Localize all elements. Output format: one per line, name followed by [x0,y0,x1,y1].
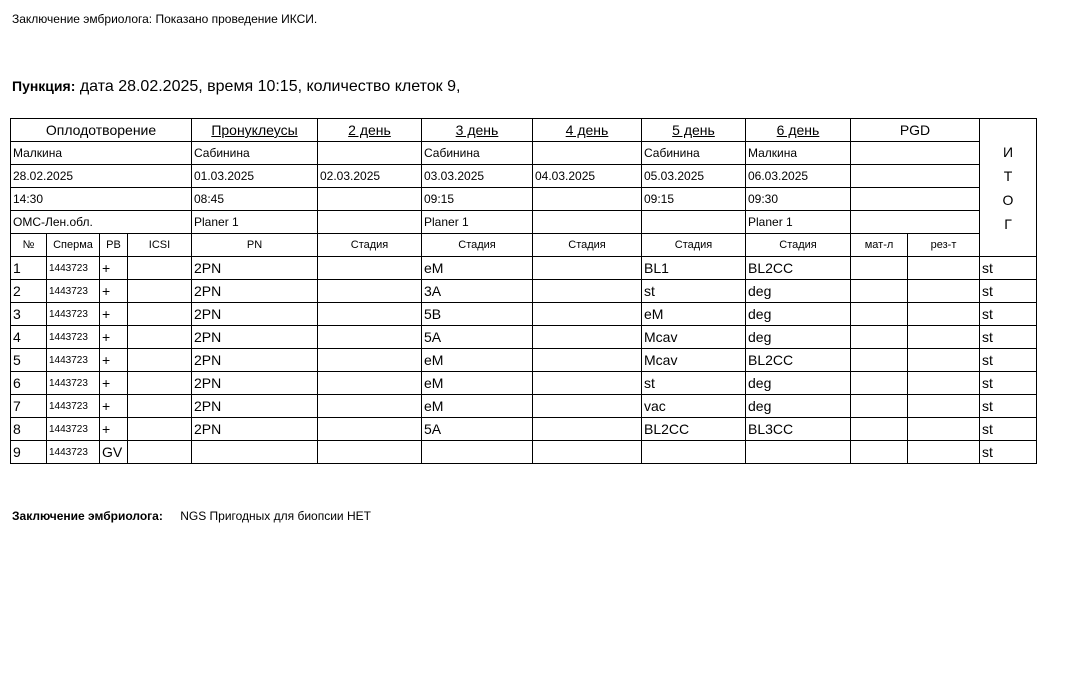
subheader-cell: Стадия [533,234,642,257]
cell-res [908,303,980,326]
cell-pb: GV [100,441,128,464]
cell-mat [851,372,908,395]
cell-itog: st [980,257,1037,280]
cell-sp: 1443723 [47,349,100,372]
cell-icsi [128,418,192,441]
cell-n: 6 [11,372,47,395]
info-d6: Малкина [746,142,851,165]
info-d2 [318,211,422,234]
info-pn: Сабинина [192,142,318,165]
subheader-cell: Сперма [47,234,100,257]
cell-pn [192,441,318,464]
cell-n: 2 [11,280,47,303]
header-day2: 2 день [318,119,422,142]
cell-icsi [128,280,192,303]
cell-n: 9 [11,441,47,464]
cell-d6: deg [746,372,851,395]
subheader-cell: рез-т [908,234,980,257]
cell-d6: deg [746,303,851,326]
subheader-cell: Стадия [318,234,422,257]
info-row [11,188,1037,211]
cell-pn: 2PN [192,257,318,280]
cell-res [908,395,980,418]
info-fertilization: Малкина [11,142,192,165]
subheader-cell: мат-л [851,234,908,257]
cell-pb: + [100,303,128,326]
info-pgd [851,165,980,188]
table-row [11,326,1037,349]
cell-itog: st [980,441,1037,464]
cell-itog: st [980,395,1037,418]
header-day3: 3 день [422,119,533,142]
cell-pb: + [100,349,128,372]
info-d2 [318,188,422,211]
cell-d5 [642,441,746,464]
subheader-cell: ICSI [128,234,192,257]
cell-pn: 2PN [192,326,318,349]
cell-d2 [318,280,422,303]
cell-mat [851,257,908,280]
cell-res [908,418,980,441]
cell-res [908,257,980,280]
cell-res [908,441,980,464]
cell-sp: 1443723 [47,441,100,464]
info-d3: Planer 1 [422,211,533,234]
cell-d5: Mcav [642,326,746,349]
info-d2 [318,142,422,165]
cell-n: 4 [11,326,47,349]
cell-icsi [128,303,192,326]
cell-pb: + [100,418,128,441]
header-pronuclei: Пронуклеусы [192,119,318,142]
cell-d2 [318,441,422,464]
info-d5: 09:15 [642,188,746,211]
cell-mat [851,349,908,372]
table-row [11,372,1037,395]
cell-mat [851,418,908,441]
cell-icsi [128,349,192,372]
header-fertilization: Оплодотворение [11,119,192,142]
table-row [11,349,1037,372]
cell-icsi [128,326,192,349]
cell-itog: st [980,280,1037,303]
cell-mat [851,441,908,464]
header-day4: 4 день [533,119,642,142]
info-pn: Planer 1 [192,211,318,234]
info-pgd [851,188,980,211]
info-d3: Сабинина [422,142,533,165]
cell-d4 [533,349,642,372]
cell-icsi [128,257,192,280]
cell-d3: eM [422,257,533,280]
cell-itog: st [980,418,1037,441]
cell-n: 5 [11,349,47,372]
info-d6: 09:30 [746,188,851,211]
cell-pb: + [100,280,128,303]
cell-res [908,326,980,349]
cell-icsi [128,441,192,464]
puncture-label: Пункция: [12,78,76,94]
cell-res [908,372,980,395]
cell-n: 3 [11,303,47,326]
cell-mat [851,326,908,349]
cell-d3: 3A [422,280,533,303]
table-row [11,303,1037,326]
cell-d4 [533,280,642,303]
table-row [11,441,1037,464]
cell-n: 8 [11,418,47,441]
cell-d5: eM [642,303,746,326]
cell-d5: BL1 [642,257,746,280]
info-pgd [851,211,980,234]
table-row [11,418,1037,441]
cell-sp: 1443723 [47,280,100,303]
info-row [11,142,1037,165]
bottom-conclusion [12,509,371,523]
header-day6: 6 день [746,119,851,142]
cell-d3 [422,441,533,464]
puncture-line [12,78,460,96]
cell-pn: 2PN [192,418,318,441]
cell-d3: eM [422,372,533,395]
bottom-conclusion-text: NGS Пригодных для биопсии НЕТ [180,509,371,523]
info-d2: 02.03.2025 [318,165,422,188]
cell-d4 [533,441,642,464]
cell-sp: 1443723 [47,303,100,326]
cell-itog: st [980,303,1037,326]
cell-d2 [318,303,422,326]
cell-n: 7 [11,395,47,418]
info-fertilization: 14:30 [11,188,192,211]
subheader-cell: Стадия [746,234,851,257]
embryo-table [10,118,1037,464]
cell-pb: + [100,257,128,280]
top-conclusion: Заключение эмбриолога: Показано проведение ИКСИ. [12,12,318,26]
cell-d5: Mcav [642,349,746,372]
cell-d6: BL3CC [746,418,851,441]
cell-d6: deg [746,280,851,303]
bottom-conclusion-label: Заключение эмбриолога: [12,509,163,523]
subheader-cell: PN [192,234,318,257]
subheader-cell: Стадия [422,234,533,257]
cell-d4 [533,303,642,326]
cell-d2 [318,257,422,280]
cell-d2 [318,349,422,372]
info-d5: Сабинина [642,142,746,165]
subheader-cell: РВ [100,234,128,257]
cell-res [908,349,980,372]
cell-res [908,280,980,303]
cell-d3: eM [422,349,533,372]
cell-pb: + [100,326,128,349]
info-d4: 04.03.2025 [533,165,642,188]
cell-d4 [533,257,642,280]
info-fertilization: ОМС-Лен.обл. [11,211,192,234]
cell-itog: st [980,326,1037,349]
info-d3: 09:15 [422,188,533,211]
info-d5: 05.03.2025 [642,165,746,188]
table-row [11,280,1037,303]
cell-d5: st [642,280,746,303]
cell-d6: deg [746,395,851,418]
cell-pb: + [100,395,128,418]
cell-icsi [128,372,192,395]
cell-d5: BL2CC [642,418,746,441]
cell-sp: 1443723 [47,326,100,349]
puncture-text: дата 28.02.2025, время 10:15, количество клеток 9, [79,78,461,95]
info-fertilization: 28.02.2025 [11,165,192,188]
cell-d6: deg [746,326,851,349]
cell-d3: 5A [422,326,533,349]
cell-d4 [533,372,642,395]
subheader-cell: № [11,234,47,257]
cell-sp: 1443723 [47,372,100,395]
cell-d2 [318,326,422,349]
info-d4 [533,188,642,211]
subheader-row [11,234,1037,257]
cell-pn: 2PN [192,395,318,418]
cell-d2 [318,395,422,418]
info-row [11,211,1037,234]
cell-n: 1 [11,257,47,280]
itog-column-header: И Т О Г [980,119,1037,257]
cell-mat [851,280,908,303]
cell-d4 [533,418,642,441]
info-d5 [642,211,746,234]
cell-d5: st [642,372,746,395]
info-d6: Planer 1 [746,211,851,234]
cell-sp: 1443723 [47,257,100,280]
cell-pb: + [100,372,128,395]
info-d3: 03.03.2025 [422,165,533,188]
info-d4 [533,142,642,165]
cell-d6 [746,441,851,464]
subheader-cell: Стадия [642,234,746,257]
header-day5: 5 день [642,119,746,142]
info-d6: 06.03.2025 [746,165,851,188]
info-row [11,165,1037,188]
cell-d3: eM [422,395,533,418]
cell-d6: BL2CC [746,349,851,372]
info-pn: 08:45 [192,188,318,211]
cell-d3: 5B [422,303,533,326]
cell-d6: BL2CC [746,257,851,280]
cell-pn: 2PN [192,349,318,372]
table-row [11,395,1037,418]
cell-pn: 2PN [192,280,318,303]
cell-itog: st [980,372,1037,395]
info-pn: 01.03.2025 [192,165,318,188]
cell-d2 [318,418,422,441]
cell-d5: vac [642,395,746,418]
cell-mat [851,303,908,326]
table-row [11,257,1037,280]
cell-mat [851,395,908,418]
header-pgd: PGD [851,119,980,142]
cell-itog: st [980,349,1037,372]
header-row [11,119,1037,142]
cell-sp: 1443723 [47,418,100,441]
cell-icsi [128,395,192,418]
cell-d2 [318,372,422,395]
cell-sp: 1443723 [47,395,100,418]
info-d4 [533,211,642,234]
cell-pn: 2PN [192,303,318,326]
cell-d4 [533,395,642,418]
info-pgd [851,142,980,165]
cell-d3: 5A [422,418,533,441]
cell-pn: 2PN [192,372,318,395]
cell-d4 [533,326,642,349]
